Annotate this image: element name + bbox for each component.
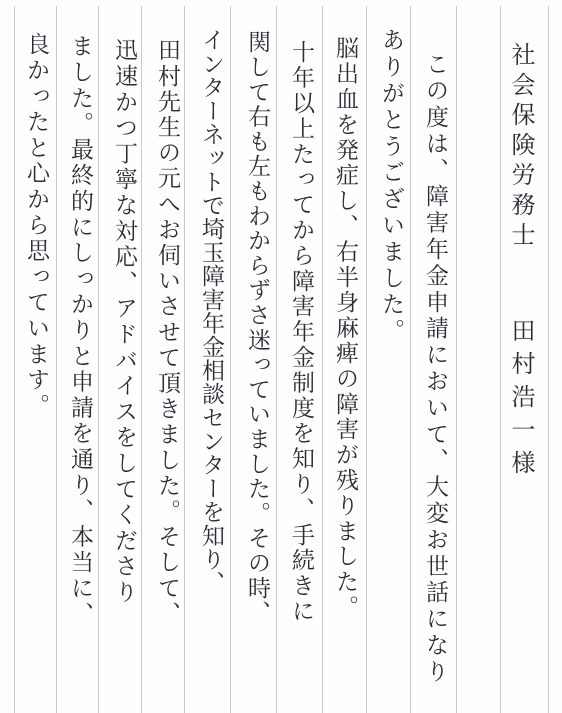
- letter-line-10: 良かったと心から思っています。: [23, 32, 49, 419]
- letter-line-9: ました。最終的にしっかりと申請を通り、本当に、: [67, 34, 93, 628]
- paper-rule-line: [548, 6, 549, 713]
- paper-rule-line: [56, 6, 57, 713]
- paper-rule-line: [276, 6, 277, 713]
- letter-line-7: 田村先生の元へお伺いさせて頂きました。そして、: [154, 38, 180, 627]
- letter-line-6: インターネットで埼玉障害年金相談センターを知り、: [198, 28, 224, 595]
- paper-rule-line: [14, 6, 15, 713]
- letter-line-3: 脳出血を発症し、右半身麻痺の障害が残りました。: [332, 36, 358, 621]
- paper-rule-line: [141, 6, 142, 713]
- letter-line-8: 迅速かつ丁寧な対応、アドバイスをしてくださり: [111, 38, 137, 606]
- paper-rule-line: [456, 6, 457, 713]
- paper-rule-line: [366, 6, 367, 713]
- letter-line-5: 関して右も左もわからずさ迷っていました。その時、: [244, 30, 270, 626]
- letter-line-1: この度は、障害年金申請において、大変お世話になり: [422, 52, 448, 686]
- paper-rule-line: [98, 6, 99, 713]
- recipient-title: 社会保険労務士: [507, 42, 535, 252]
- paper-rule-line: [230, 6, 231, 713]
- recipient-name: 田村浩一様: [507, 318, 535, 483]
- paper-rule-line: [500, 6, 501, 713]
- letter-line-4: 十年以上たってから障害年金制度を知り、手続きに: [288, 40, 314, 625]
- paper-rule-line: [184, 6, 185, 713]
- paper-rule-line: [322, 6, 323, 713]
- letter-line-2: ありがとうございました。: [378, 28, 404, 345]
- paper-rule-line: [410, 6, 411, 713]
